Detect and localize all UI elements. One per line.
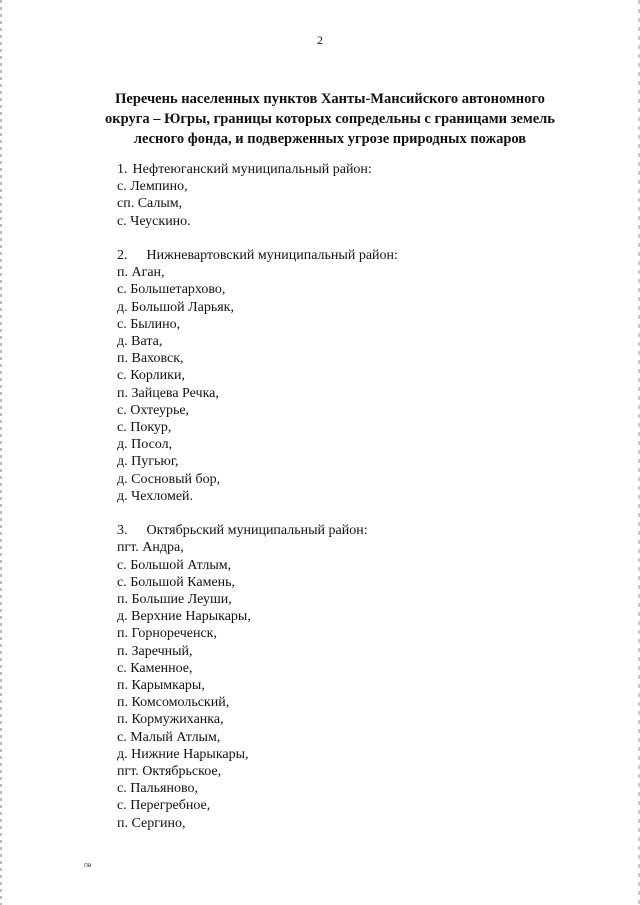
- list-item: сп. Салым,: [117, 196, 183, 212]
- scan-edge-left: [0, 0, 2, 905]
- section-nizhnevartovsk: [117, 247, 587, 505]
- list-item: д. Большой Ларьяк,: [117, 299, 234, 315]
- section-heading: [117, 522, 587, 539]
- section-heading: [117, 161, 587, 178]
- list-item: с. Пальяново,: [117, 781, 198, 797]
- section-nefteyugansk: [117, 161, 587, 230]
- section-number: 3.: [117, 523, 128, 539]
- list-item: п. Комсомольский,: [117, 695, 230, 711]
- section-number: 2.: [117, 248, 128, 263]
- section-number: 1.: [117, 162, 128, 177]
- list-item: п. Ваховск,: [117, 351, 184, 367]
- list-item: с. Каменное,: [117, 660, 193, 676]
- list-item: с. Лемпино,: [117, 179, 188, 195]
- title-line-3: лесного фонда, и подверженных угрозе природных пожаров: [133, 131, 527, 147]
- list-item: с. Большетархово,: [117, 282, 226, 298]
- section-heading-text: Нижневартовский муниципальный район:: [146, 248, 398, 263]
- settlement-sections: [117, 161, 587, 849]
- page-number: 2: [317, 33, 323, 47]
- section-oktyabrsky: [117, 522, 587, 832]
- list-item: с. Чеускино.: [117, 213, 191, 229]
- list-item: п. Аган,: [117, 265, 165, 281]
- list-item: д. Пугьюг,: [117, 454, 179, 470]
- section-heading: [117, 247, 587, 264]
- list-item: д. Чехломей.: [117, 488, 194, 504]
- section-heading-text: Нефтеюганский муниципальный район:: [132, 162, 372, 177]
- list-item: п. Большие Леуши,: [117, 592, 232, 608]
- list-item: с. Корлики,: [117, 368, 185, 384]
- list-item: с. Охтеурье,: [117, 402, 190, 418]
- list-item: д. Сосновый бор,: [117, 471, 221, 487]
- list-item: пгт. Октябрьское,: [117, 764, 222, 780]
- list-item: п. Сергино,: [117, 815, 186, 831]
- list-item: с. Перегребное,: [117, 798, 211, 814]
- document-title: [70, 89, 590, 149]
- title-line-1: Перечень населенных пунктов Ханты-Мансийского автономного: [115, 91, 545, 107]
- list-item: п. Зайцева Речка,: [117, 385, 219, 401]
- list-item: п. Карымкары,: [117, 678, 205, 694]
- list-item: д. Посол,: [117, 437, 173, 453]
- list-item: п. Заречный,: [117, 643, 193, 659]
- list-item: с. Большой Атлым,: [117, 557, 232, 573]
- list-item: п. Горнореченск,: [117, 626, 217, 642]
- list-item: с. Большой Камень,: [117, 574, 236, 590]
- footer-mark: пв: [84, 862, 92, 869]
- section-heading-text: Октябрьский муниципальный район:: [146, 523, 368, 539]
- list-item: д. Верхние Нарыкары,: [117, 609, 251, 625]
- list-item: с. Былино,: [117, 316, 181, 332]
- title-line-2: округа – Югры, границы которых сопредельны с границами земель: [105, 111, 555, 127]
- list-item: п. Кормужиханка,: [117, 712, 224, 728]
- list-item: с. Малый Атлым,: [117, 729, 221, 745]
- list-item: д. Нижние Нарыкары,: [117, 746, 249, 762]
- list-item: с. Покур,: [117, 420, 172, 436]
- list-item: пгт. Андра,: [117, 540, 184, 556]
- list-item: д. Вата,: [117, 334, 163, 350]
